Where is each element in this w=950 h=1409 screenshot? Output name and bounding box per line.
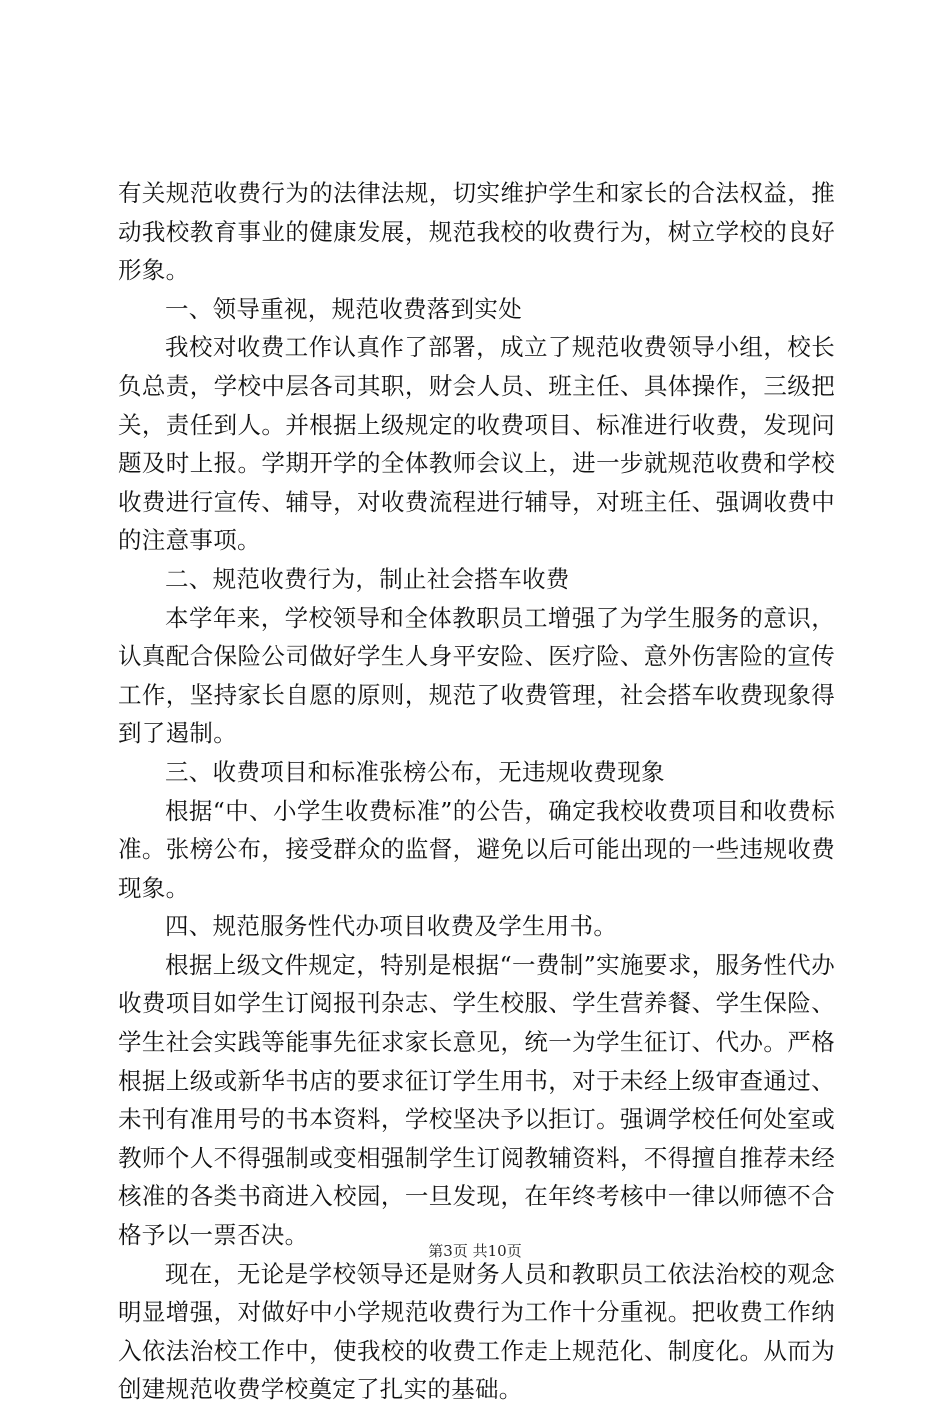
section-heading: 二、规范收费行为，制止社会搭车收费 [165,564,570,593]
paragraph: 根据上级文件规定，特别是根据“一费制”实施要求，服务性代办收费项目如学生订阅报刊杂志、学生校服、学生营养餐、学生保险、学生社会实践等能事先征求家长意见，统一为学生征订、代办。严格根据上级或新华书店的要求征订学生用书，对于未经上级审查通过、未刊有准用号的书本资料，学校坚决予以拒订。强调学校任何处室或教师个人不得强制或变相强制学生订阅教辅资料，不得擅自推荐未经核准的各类书商进入校园，一旦发现，在年终考核中一律以师德不合格予以一票否决。 [118,950,835,1250]
page-footer [0,1240,950,1261]
section-heading: 一、领导重视，规范收费落到实处 [165,294,522,323]
document-body [118,174,835,1409]
paragraph: 有关规范收费行为的法律法规，切实维护学生和家长的合法权益，推动我校教育事业的健康发展，规范我校的收费行为，树立学校的良好形象。 [118,179,835,285]
paragraph: 根据“中、小学生收费标准”的公告，确定我校收费项目和收费标准。张榜公布，接受群众的监督，避免以后可能出现的一些违规收费现象。 [118,796,835,902]
paragraph: 本学年来，学校领导和全体教职员工增强了为学生服务的意识，认真配合保险公司做好学生人身平安险、医疗险、意外伤害险的宣传工作，坚持家长自愿的原则，规范了收费管理，社会搭车收费现象得到了遏制。 [118,603,835,748]
paragraph: 现在，无论是学校领导还是财务人员和教职员工依法治校的观念明显增强，对做好中小学规范收费行为工作十分重视。把收费工作纳入依法治校工作中，使我校的收费工作走上规范化、制度化。从而为创建规范收费学校奠定了扎实的基础。 [118,1259,835,1404]
section-heading: 三、收费项目和标准张榜公布，无违规收费现象 [165,757,665,786]
page-number: 第3页 共10页 [428,1242,522,1260]
section-heading: 四、规范服务性代办项目收费及学生用书。 [165,912,618,941]
paragraph: 我校对收费工作认真作了部署，成立了规范收费领导小组，校长负总责，学校中层各司其职，财会人员、班主任、具体操作，三级把关，责任到人。并根据上级规定的收费项目、标准进行收费，发现问题及时上报。学期开学的全体教师会议上，进一步就规范收费和学校收费进行宣传、辅导，对收费流程进行辅导，对班主任、强调收费中的注意事项。 [118,333,835,555]
